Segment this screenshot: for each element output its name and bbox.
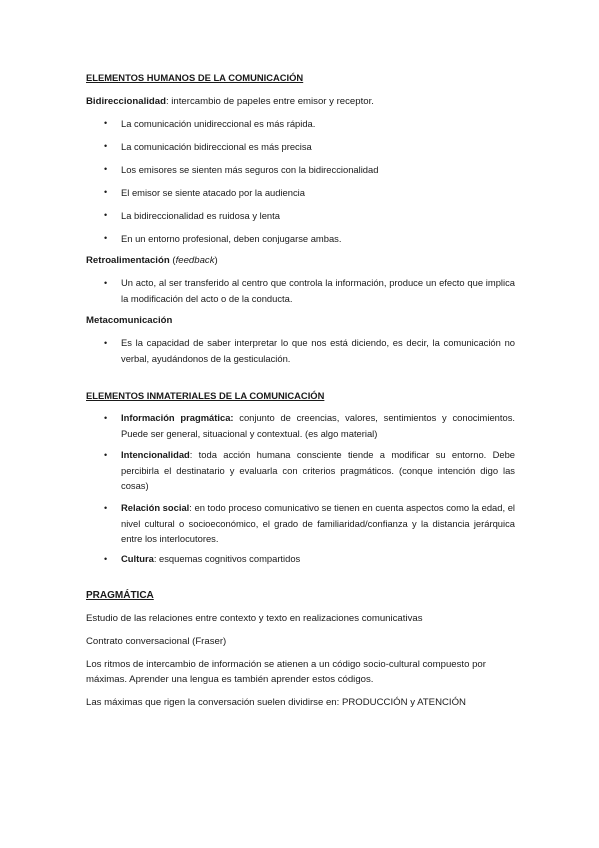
list-item: Es la capacidad de saber interpretar lo que nos está diciendo, es decir, la comunicación no verbal, ayudándonos de la gesticulación. xyxy=(121,337,515,364)
bullet-icon: • xyxy=(104,278,108,288)
bidireccionalidad-definition xyxy=(86,95,374,108)
term: Información pragmática: xyxy=(121,412,234,423)
term: Intencionalidad xyxy=(121,449,190,460)
list-item: Un acto, al ser transferido al centro que controla la información, produce un efecto que implica la modificación del acto o de la conducta. xyxy=(121,277,515,304)
term: Cultura xyxy=(121,553,154,564)
paragraph: Contrato conversacional (Fraser) xyxy=(86,636,227,647)
paren-open: ( xyxy=(169,255,176,266)
bullet-icon: • xyxy=(104,187,108,197)
retroalimentacion-title xyxy=(86,254,218,267)
list-item: La comunicación bidireccional es más precisa xyxy=(121,141,312,152)
bullet-icon: • xyxy=(104,164,108,174)
list-item-info-pragmatica xyxy=(121,410,515,441)
list-item: La bidireccionalidad es ruidosa y lenta xyxy=(121,210,280,221)
list-item: El emisor se siente atacado por la audiencia xyxy=(121,187,305,198)
feedback-italic: feedback xyxy=(175,255,215,266)
bullet-icon: • xyxy=(104,210,108,220)
bidireccionalidad-text: : intercambio de papeles entre emisor y receptor. xyxy=(165,96,374,107)
bullet-icon: • xyxy=(104,450,108,460)
paragraph: Estudio de las relaciones entre contexto y texto en realizaciones comunicativas xyxy=(86,613,423,624)
bullet-icon: • xyxy=(104,503,108,513)
section-heading-pragmatica: PRAGMÁTICA xyxy=(86,590,154,601)
bullet-icon: • xyxy=(104,338,108,348)
section-heading-inmateriales: ELEMENTOS INMATERIALES DE LA COMUNICACIÓN xyxy=(86,390,325,401)
section-heading-humanos: ELEMENTOS HUMANOS DE LA COMUNICACIÓN xyxy=(86,72,304,83)
bullet-icon: • xyxy=(104,233,108,243)
paragraph: Las máximas que rigen la conversación suelen dividirse en: PRODUCCIÓN y ATENCIÓN xyxy=(86,697,466,708)
bullet-icon: • xyxy=(104,554,108,564)
list-item-cultura xyxy=(121,551,515,567)
paragraph: Los ritmos de intercambio de información se atienen a un código socio-cultural compuesto por xyxy=(86,659,486,670)
list-item: En un entorno profesional, deben conjugarse ambas. xyxy=(121,233,342,244)
paragraph-continued: máximas. Aprender una lengua es también aprender estos códigos. xyxy=(86,674,374,685)
list-item-intencionalidad xyxy=(121,447,515,494)
term-metacomunicacion: Metacomunicación xyxy=(86,315,173,326)
term: Relación social xyxy=(121,502,190,513)
bullet-icon: • xyxy=(104,413,108,423)
term-retroalimentacion: Retroalimentación xyxy=(86,255,170,266)
bullet-icon: • xyxy=(104,141,108,151)
term-text: : en todo proceso comunicativo se tienen en cuenta aspectos como la edad, el nivel cultural o socioeconómico, el grado de familiaridad/confianza y la distancia jerárquica entre los interlocutores. xyxy=(121,502,515,544)
paren-close: ) xyxy=(214,255,218,266)
term-text: conjunto de creencias, valores, sentimientos y conocimientos. Puede ser general, situacional y contextual. (es algo material) xyxy=(121,412,515,439)
list-item-relacion-social xyxy=(121,500,515,547)
list-item: La comunicación unidireccional es más rápida. xyxy=(121,118,316,129)
bullet-icon: • xyxy=(104,118,108,128)
term-text: : esquemas cognitivos compartidos xyxy=(153,553,301,564)
term-text: : toda acción humana consciente tiende a modificar su entorno. Debe percibirla el destinatario y evaluarla con criterios pragmáticos. (conque intención digo las cosas) xyxy=(121,449,515,491)
list-item: Los emisores se sienten más seguros con la bidireccionalidad xyxy=(121,164,379,175)
term-bidireccionalidad: Bidireccionalidad xyxy=(86,96,166,107)
